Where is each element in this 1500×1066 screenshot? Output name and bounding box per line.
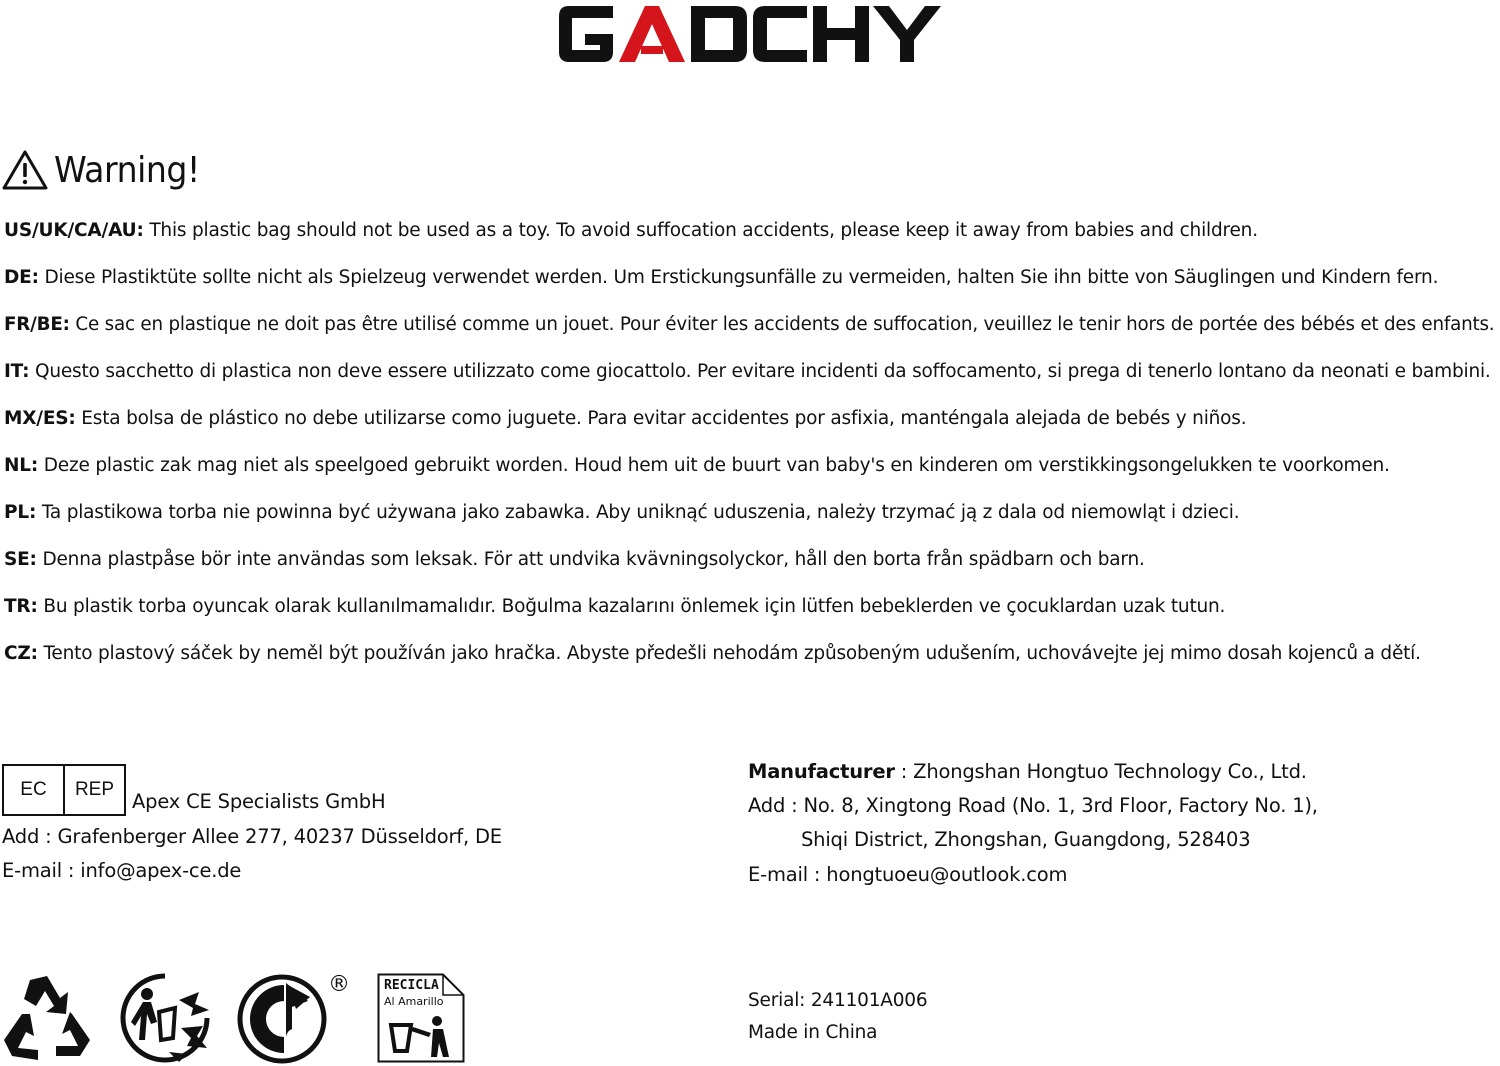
logo-letter-d: [691, 6, 747, 62]
ec-rep-address: Add : Grafenberger Allee 277, 40237 Düsseldorf, DE: [2, 825, 502, 848]
manufacturer-address-2: Shiqi District, Zhongshan, Guangdong, 528403: [801, 828, 1251, 851]
manufacturer-line: [748, 760, 1307, 783]
warning-line-us: US/UK/CA/AU: This plastic bag should not be used as a toy. To avoid suffocation accidents, please keep it away from babies and children.: [4, 220, 1258, 241]
logo-letter-g: [559, 6, 613, 62]
warning-line-nl: NL: Deze plastic zak mag niet als speelgoed gebruikt worden. Houd hem uit de buurt van baby's en kinderen om verstikkingsongelukken te voorkomen.: [4, 455, 1390, 476]
recicla-amarillo-icon: [377, 973, 465, 1063]
manufacturer-label: Manufacturer: [748, 760, 895, 783]
warning-line-it: IT: Questo sacchetto di plastica non deve essere utilizzato come giocattolo. Per evitare incidenti da soffocamento, si prega di tenerlo lontano da neonati e bambini.: [4, 361, 1491, 382]
ec-rep-badge: [2, 764, 126, 816]
warning-line-tr: TR: Bu plastik torba oyuncak olarak kullanılmamalıdır. Boğulma kazalarını önlemek için lütfen bebeklerden ve çocuklardan uzak tutun.: [4, 596, 1226, 617]
manufacturer-email: E-mail : hongtuoeu@outlook.com: [748, 863, 1068, 886]
logo-letter-y: [873, 6, 941, 62]
ec-rep-email: E-mail : info@apex-ce.de: [2, 859, 242, 882]
recicla-sublabel: Al Amarillo: [384, 995, 444, 1008]
logo-letter-a-bar: [641, 46, 663, 54]
rep-label: REP: [63, 766, 124, 814]
green-dot-icon: [236, 973, 330, 1065]
logo-letter-h: [813, 6, 869, 62]
warning-triangle-icon: [2, 149, 48, 191]
warning-line-se: SE: Denna plastpåse bör inte användas som leksak. För att undvika kvävningsolyckor, håll den borta från spädbarn och barn.: [4, 549, 1145, 570]
warning-line-fr: FR/BE: Ce sac en plastique ne doit pas être utilisé comme un jouet. Pour éviter les accidents de suffocation, veuillez le tenir hors de portée des bébés et des enfants.: [4, 314, 1495, 335]
manufacturer-address-1: Add : No. 8, Xingtong Road (No. 1, 3rd Floor, Factory No. 1),: [748, 794, 1318, 817]
ec-label: EC: [20, 779, 47, 800]
warning-line-de: DE: Diese Plastiktüte sollte nicht als Spielzeug verwendet werden. Um Erstickungsunfälle zu vermeiden, halten Sie ihn bitte von Säuglingen und Kindern fern.: [4, 267, 1439, 288]
registered-mark: ®: [328, 972, 350, 997]
logo-letter-c: [753, 6, 807, 62]
recicla-label: RECICLA: [384, 978, 439, 993]
ec-rep-company: Apex CE Specialists GmbH: [132, 790, 386, 813]
warning-line-es: MX/ES: Esta bolsa de plástico no debe utilizarse como juguete. Para evitar accidentes por asfixia, manténgala alejada de bebés y niños.: [4, 408, 1247, 429]
made-in: Made in China: [748, 1022, 878, 1043]
warning-title: Warning!: [54, 149, 200, 191]
warning-line-pl: PL: Ta plastikowa torba nie powinna być używana jako zabawka. Aby uniknąć uduszenia, należy trzymać ją z dala od niemowląt i dzieci.: [4, 502, 1240, 523]
tidyman-recycle-icon: [117, 970, 213, 1064]
brand-logo: [555, 0, 945, 68]
warning-heading: [2, 148, 212, 192]
recycle-icon: [0, 972, 94, 1064]
manufacturer-name: : Zhongshan Hongtuo Technology Co., Ltd.: [894, 760, 1307, 783]
serial-number: Serial: 241101A006: [748, 990, 928, 1011]
warning-line-cz: CZ: Tento plastový sáček by neměl být používán jako hračka. Abyste předešli nehodám způsobeným udušením, uchovávejte jej mimo dosah kojenců a dětí.: [4, 643, 1421, 664]
